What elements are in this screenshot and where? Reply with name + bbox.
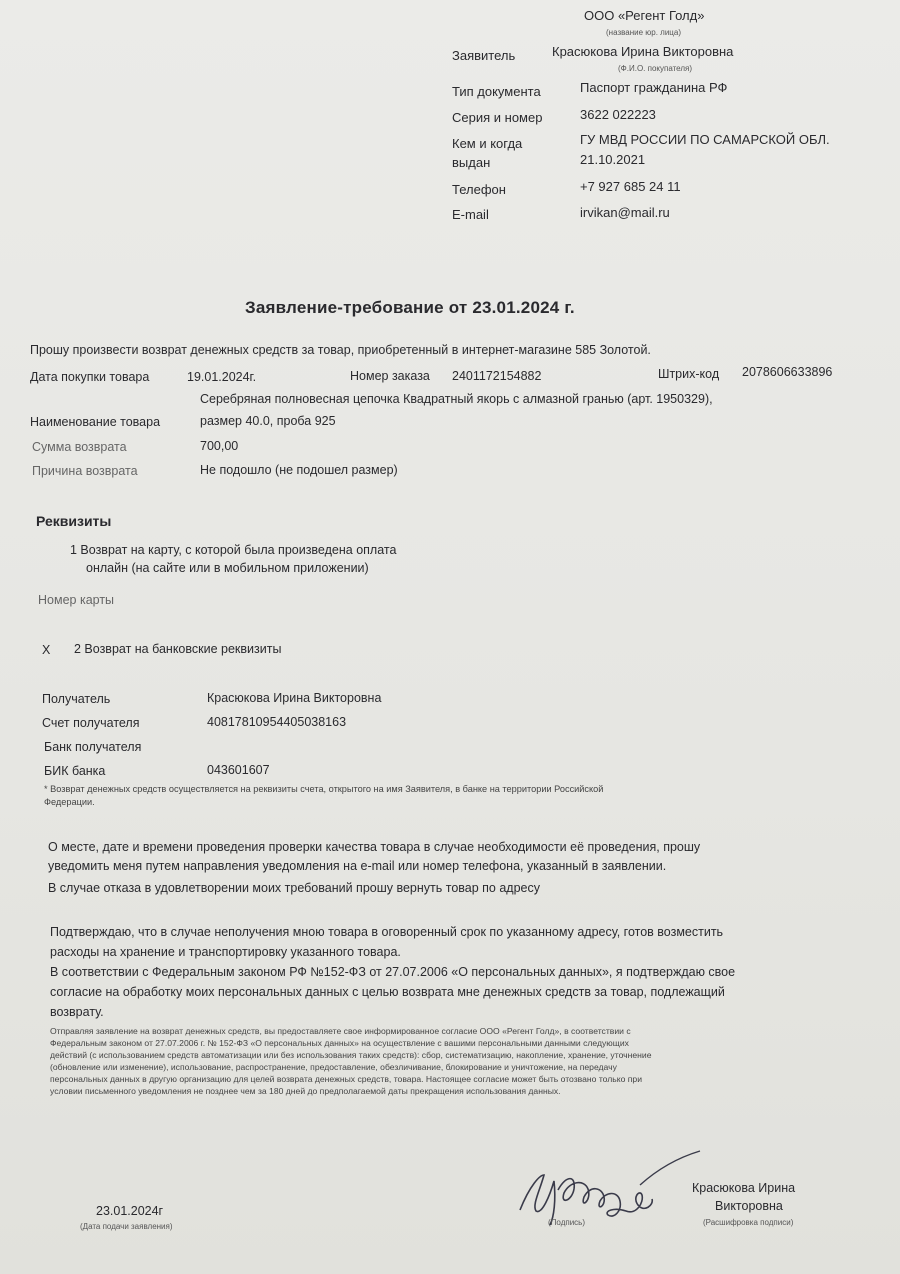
order-number-label: Номер заказа [350,369,430,383]
fineprint-line-2: Федеральным законом от 27.07.2006 г. № 152-ФЗ «О персональных данных» на осуществление с вашими персональными данными следующих [50,1038,629,1048]
sum-label: Сумма возврата [32,440,127,454]
issued-value-2: 21.10.2021 [580,152,646,167]
requisites-heading: Реквизиты [36,513,112,529]
paragraph-4-line-3: возврату. [50,1005,104,1019]
applicant-label: Заявитель [452,48,516,63]
paragraph-4-line-2: согласие на обработку моих персональных данных с целью возврата мне денежных средств за товар, подлежащий [50,985,725,999]
signer-name-line-1: Красюкова Ирина [692,1181,796,1195]
sum-value: 700,00 [200,439,239,453]
issued-label-1: Кем и когда [452,136,523,151]
refund-option-2-mark: X [42,643,51,657]
bik-value: 043601607 [207,763,270,777]
fineprint-line-1: Отправляя заявление на возврат денежных средств, вы предоставляете свое информированное согласие ООО «Регент Голд», в соответствии с [50,1026,631,1036]
paragraph-4-line-1: В соответствии с Федеральным законом РФ №152-ФЗ от 27.07.2006 «О персональных данных», я подтверждаю свое [50,965,736,979]
order-number-value: 2401172154882 [452,369,542,383]
doc-type-label: Тип документа [452,84,541,99]
handwritten-signature [510,1145,710,1235]
applicant-name: Красюкова Ирина Викторовна [552,44,734,59]
doc-type-value: Паспорт гражданина РФ [580,80,728,95]
recipient-value: Красюкова Ирина Викторовна [207,691,382,705]
fineprint-line-3: действий (с использованием средств автоматизации или без использования таких средств): сбор, систематизацию, накопление, хранение, уточнение [50,1050,652,1060]
refund-option-2-text: 2 Возврат на банковские реквизиты [74,642,282,656]
item-value-line-1: Серебряная полновесная цепочка Квадратный якорь с алмазной гранью (арт. 1950329), [200,392,713,406]
account-value: 40817810954405038163 [207,715,347,729]
reason-label: Причина возврата [32,464,138,478]
phone-label: Телефон [452,182,506,197]
fineprint-line-5: персональных данных в другую организацию для целей возврата денежных средств, товара. Настоящее согласие может быть отозвано только при [50,1074,643,1084]
recipient-label: Получатель [42,692,111,706]
company-caption: (название юр. лица) [606,28,682,37]
refund-option-1-line-1: 1 Возврат на карту, с которой была произведена оплата [70,543,397,557]
paragraph-3-line-1: Подтверждаю, что в случае неполучения мною товара в оговоренный срок по указанному адресу, готов возместить [50,925,724,939]
phone-value: +7 927 685 24 11 [580,179,681,194]
paragraph-1-line-1: О месте, дате и времени проведения проверки качества товара в случае необходимости её проведения, прошу [48,840,701,854]
series-label: Серия и номер [452,110,543,125]
email-label: E-mail [452,207,489,222]
submission-date: 23.01.2024г [96,1204,164,1218]
reason-value: Не подошло (не подошел размер) [200,463,398,477]
document-title: Заявление-требование от 23.01.2024 г. [245,298,575,317]
card-number-label: Номер карты [38,593,115,607]
footnote-line-2: Федерации. [44,797,95,807]
fineprint-line-6: условии письменного уведомления не позднее чем за 180 дней до предполагаемой даты прекращения использования данных. [50,1086,561,1096]
bank-label: Банк получателя [44,740,142,754]
purchase-date-value: 19.01.2024г. [187,370,257,384]
signer-name-line-2: Викторовна [715,1199,783,1213]
signer-name-caption: (Расшифровка подписи) [703,1218,794,1227]
applicant-caption: (Ф.И.О. покупателя) [618,64,693,73]
paragraph-1-line-2: уведомить меня путем направления уведомления на e-mail или номер телефона, указанный в заявлении. [48,859,667,873]
barcode-value: 2078606633896 [742,365,833,379]
fineprint-line-4: (обновление или изменение), использование, распространение, предоставление, обезличивание, блокирование и уничтожение, на передачу [50,1062,617,1072]
email-value: irvikan@mail.ru [580,205,670,220]
submission-date-caption: (Дата подачи заявления) [80,1222,173,1231]
series-value: 3622 022223 [580,107,656,122]
barcode-label: Штрих-код [658,367,720,381]
paragraph-3-line-2: расходы на хранение и транспортировку указанного товара. [50,945,401,959]
intro-text: Прошу произвести возврат денежных средств за товар, приобретенный в интернет-магазине 585 Золотой. [30,343,651,357]
item-value-line-2: размер 40.0, проба 925 [200,414,336,428]
bik-label: БИК банка [44,764,106,778]
refund-option-1-line-2: онлайн (на сайте или в мобильном приложении) [86,561,369,575]
signature-caption: (Подпись) [548,1218,585,1227]
account-label: Счет получателя [42,716,140,730]
purchase-date-label: Дата покупки товара [30,370,150,384]
issued-value-1: ГУ МВД РОССИИ ПО САМАРСКОЙ ОБЛ. [580,132,830,147]
footnote-line-1: * Возврат денежных средств осуществляется на реквизиты счета, открытого на имя Заявителя, в банке на территории Российской [44,784,604,794]
issued-label-2: выдан [452,155,491,170]
company-name: ООО «Регент Голд» [584,8,705,23]
paragraph-2: В случае отказа в удовлетворении моих требований прошу вернуть товар по адресу [48,881,540,895]
item-label: Наименование товара [30,415,161,429]
